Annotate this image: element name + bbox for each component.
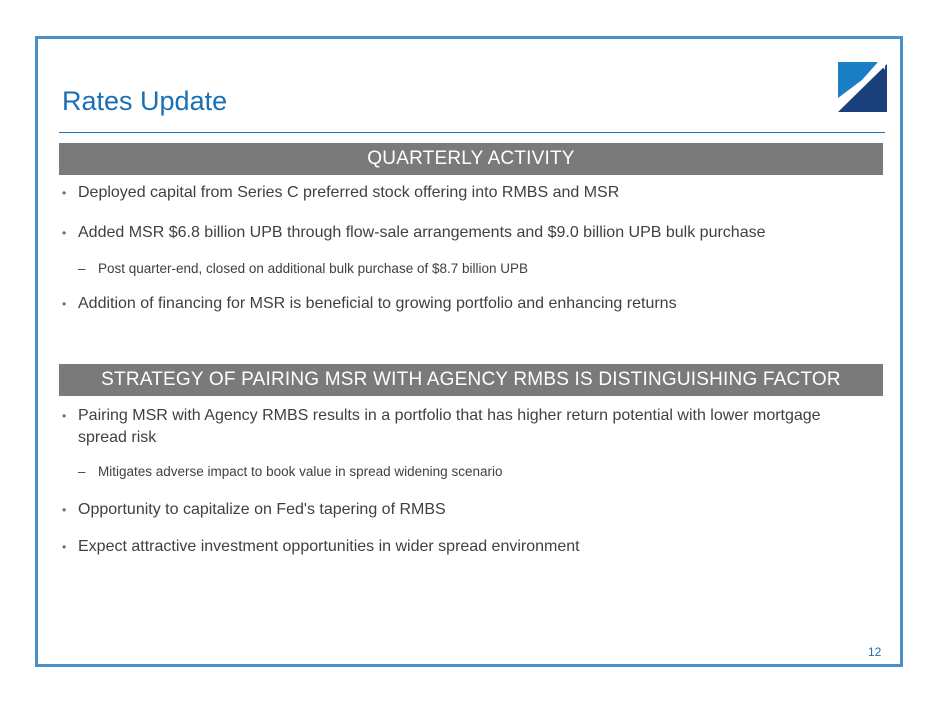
bullet-icon: • [62, 297, 67, 311]
slide-frame [35, 36, 903, 667]
sub-bullet-text: Post quarter-end, closed on additional bulk purchase of $8.7 billion UPB [98, 261, 529, 276]
bullet-icon: • [62, 409, 67, 423]
bullet-icon: • [62, 540, 67, 554]
bullet-text: Deployed capital from Series C preferred stock offering into RMBS and MSR [78, 184, 620, 201]
bullet-text: Pairing MSR with Agency RMBS results in a portfolio that has higher return potential with lower mortgage spread risk [78, 407, 821, 446]
section-header-strategy: STRATEGY OF PAIRING MSR WITH AGENCY RMBS IS DISTINGUISHING FACTOR [59, 364, 883, 396]
dash-icon: – [78, 464, 86, 479]
bullet-icon: • [62, 226, 67, 240]
bullet-icon: • [62, 186, 67, 200]
dash-icon: – [78, 261, 86, 276]
bullet-text: Added MSR $6.8 billion UPB through flow-sale arrangements and $9.0 billion UPB bulk purchase [78, 224, 766, 241]
bullet-text: Expect attractive investment opportunities in wider spread environment [78, 538, 580, 555]
bullet-text: Addition of financing for MSR is beneficial to growing portfolio and enhancing returns [78, 295, 677, 312]
section-header-quarterly-activity: QUARTERLY ACTIVITY [59, 143, 883, 175]
bullet-text: Opportunity to capitalize on Fed's tapering of RMBS [78, 501, 446, 518]
company-logo-icon [838, 62, 887, 112]
sub-bullet-text: Mitigates adverse impact to book value in spread widening scenario [98, 464, 503, 479]
page-title: Rates Update [62, 86, 228, 116]
page-number: 12 [868, 645, 882, 659]
title-divider [59, 132, 885, 133]
bullet-icon: • [62, 503, 67, 517]
